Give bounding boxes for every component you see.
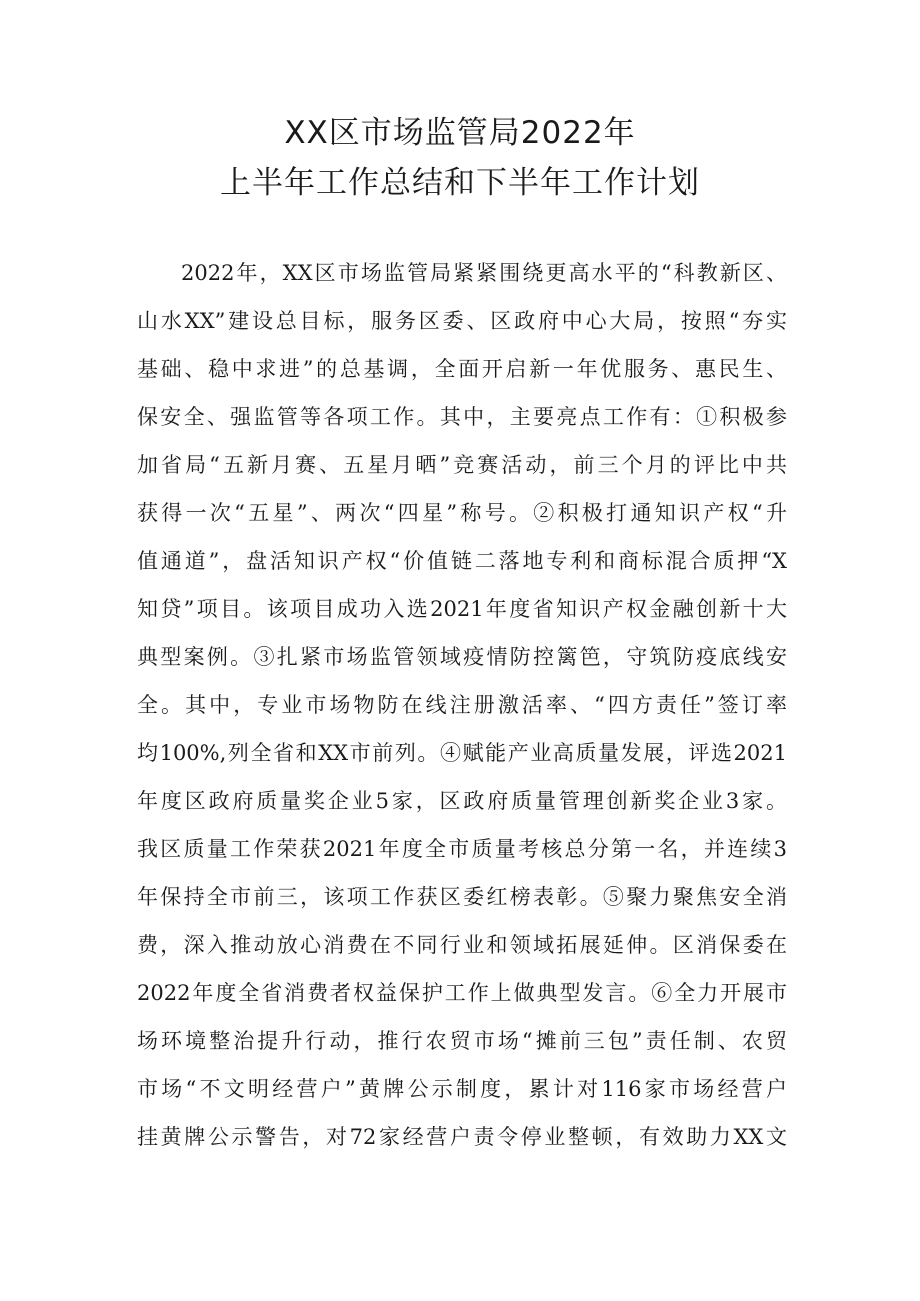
paragraph-line: 山水XX”建设总目标，服务区委、区政府中心大局，按照“夯实 xyxy=(137,309,787,333)
paragraph-line: 典型案例。③扎紧市场监管领域疫情防控篱笆，守筑防疫底线安 xyxy=(137,645,787,669)
paragraph-line: 均100%,列全省和XX市前列。④赋能产业高质量发展，评选2021 xyxy=(137,741,787,765)
paragraph-line: 市场“不文明经营户”黄牌公示制度，累计对116家市场经营户 xyxy=(137,1077,787,1101)
paragraph-line: 基础、稳中求进”的总基调，全面开启新一年优服务、惠民生、 xyxy=(137,357,787,381)
paragraph-line: 全。其中，专业市场物防在线注册激活率、“四方责任”签订率 xyxy=(137,693,787,717)
paragraph-line: 挂黄牌公示警告，对72家经营户责令停业整顿，有效助力XX文 xyxy=(137,1125,787,1149)
document-title-line-1: XX区市场监管局2022年 xyxy=(284,115,636,151)
paragraph-line: 年保持全市前三，该项工作获区委红榜表彰。⑤聚力聚焦安全消 xyxy=(137,885,787,909)
paragraph-line: 值通道”，盘活知识产权“价值链二落地专利和商标混合质押“X xyxy=(137,549,787,573)
paragraph-line: 2022年，XX区市场监管局紧紧围绕更高水平的“科教新区、 xyxy=(181,261,787,285)
paragraph-line: 知贷”项目。该项目成功入选2021年度省知识产权金融创新十大 xyxy=(137,597,787,621)
document-title-line-2: 上半年工作总结和下半年工作计划 xyxy=(220,165,700,201)
paragraph-line: 场环境整治提升行动，推行农贸市场“摊前三包”责任制、农贸 xyxy=(137,1029,787,1053)
paragraph-line: 保安全、强监管等各项工作。其中，主要亮点工作有：①积极参 xyxy=(137,405,787,429)
paragraph-line: 我区质量工作荣获2021年度全市质量考核总分第一名，并连续3 xyxy=(137,837,787,861)
paragraph-line: 费，深入推动放心消费在不同行业和领域拓展延伸。区消保委在 xyxy=(137,933,787,957)
paragraph-line: 年度区政府质量奖企业5家，区政府质量管理创新奖企业3家。 xyxy=(137,789,787,813)
paragraph-line: 加省局“五新月赛、五星月晒”竞赛活动，前三个月的评比中共 xyxy=(137,453,787,477)
paragraph-line: 2022年度全省消费者权益保护工作上做典型发言。⑥全力开展市 xyxy=(137,981,787,1005)
paragraph-line: 获得一次“五星”、两次“四星”称号。②积极打通知识产权“升 xyxy=(137,501,787,525)
